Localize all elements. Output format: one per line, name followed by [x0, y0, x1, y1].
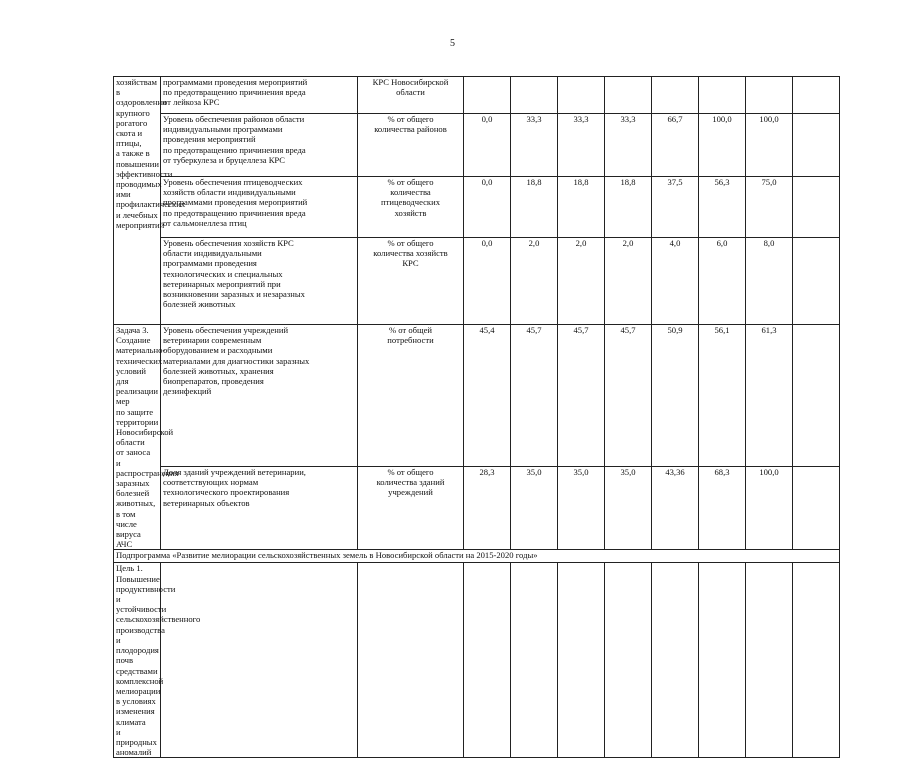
value-cell [605, 77, 652, 114]
empty-cell [358, 563, 464, 758]
empty-cell [793, 325, 840, 467]
value-cell: 0,0 [464, 114, 511, 177]
subprogram-title: Подпрограмма «Развитие мелиорации сельскохозяйственных земель в Новосибирской области на 2015-2020 годы» [114, 550, 840, 563]
value-cell: 45,7 [511, 325, 558, 467]
empty-cell [793, 177, 840, 238]
empty-cell [746, 563, 793, 758]
indicator-cell: Доля зданий учреждений ветеринарии, соответствующих нормам технологического проектирования ветеринарных объектов [161, 466, 358, 550]
value-cell: 100,0 [746, 466, 793, 550]
value-cell: 100,0 [746, 114, 793, 177]
value-cell: 0,0 [464, 177, 511, 238]
empty-cell [652, 563, 699, 758]
value-cell: 28,3 [464, 466, 511, 550]
value-cell: 68,3 [699, 466, 746, 550]
table-row [114, 77, 840, 114]
empty-cell [793, 77, 840, 114]
unit-cell: % от общей потребности [358, 325, 464, 467]
value-cell: 2,0 [605, 238, 652, 325]
value-cell: 75,0 [746, 177, 793, 238]
value-cell: 45,7 [605, 325, 652, 467]
indicator-cell: программами проведения мероприятий по предотвращению причинения вреда от лейкоза КРС [161, 77, 358, 114]
indicators-table [113, 76, 840, 758]
unit-cell: % от общего количества зданий учреждений [358, 466, 464, 550]
value-cell: 61,3 [746, 325, 793, 467]
value-cell: 100,0 [699, 114, 746, 177]
page-number: 5 [450, 38, 455, 49]
table-row [114, 563, 840, 758]
empty-cell [464, 563, 511, 758]
value-cell [746, 77, 793, 114]
value-cell: 50,9 [652, 325, 699, 467]
indicator-cell: Уровень обеспечения районов области индивидуальными программами проведения мероприятий по предотвращению причинения вреда от туберкулеза и бруцеллеза КРС [161, 114, 358, 177]
value-cell [464, 77, 511, 114]
value-cell: 56,1 [699, 325, 746, 467]
value-cell: 37,5 [652, 177, 699, 238]
value-cell: 18,8 [511, 177, 558, 238]
value-cell: 35,0 [511, 466, 558, 550]
subprogram-row [114, 550, 840, 563]
value-cell: 2,0 [511, 238, 558, 325]
goal-cell-task-3: Задача 3. Создание материально- технических условий для реализации мер по защите территории Новосибирской области от заноса и распространения заразных болезней животных, в том числе вируса АЧС [114, 325, 161, 550]
value-cell: 2,0 [558, 238, 605, 325]
value-cell [511, 77, 558, 114]
value-cell: 0,0 [464, 238, 511, 325]
empty-cell [161, 563, 358, 758]
goal-cell-task-continuation: хозяйствам в оздоровлении крупного рогатого скота и птицы, а также в повышении эффективности проводимых ими профилактических и лечебных мероприятий [114, 77, 161, 325]
value-cell: 33,3 [605, 114, 652, 177]
empty-cell [605, 563, 652, 758]
value-cell [558, 77, 605, 114]
value-cell: 45,7 [558, 325, 605, 467]
value-cell: 8,0 [746, 238, 793, 325]
indicator-cell: Уровень обеспечения учреждений ветеринарии современным оборудованием и расходными материалами для диагностики заразных болезней животных, хранения биопрепаратов, проведения дезинфекций [161, 325, 358, 467]
unit-cell: КРС Новосибирской области [358, 77, 464, 114]
table-row [114, 238, 840, 325]
empty-cell [793, 563, 840, 758]
value-cell: 33,3 [558, 114, 605, 177]
value-cell [652, 77, 699, 114]
table-row [114, 114, 840, 177]
value-cell: 4,0 [652, 238, 699, 325]
indicator-cell: Уровень обеспечения хозяйств КРС области индивидуальными программами проведения технологических и специальных ветеринарных мероприятий при возникновении заразных и незаразных болезней животных [161, 238, 358, 325]
unit-cell: % от общего количества птицеводческих хозяйств [358, 177, 464, 238]
empty-cell [793, 114, 840, 177]
value-cell [699, 77, 746, 114]
value-cell: 18,8 [605, 177, 652, 238]
value-cell: 35,0 [558, 466, 605, 550]
unit-cell: % от общего количества хозяйств КРС [358, 238, 464, 325]
value-cell: 33,3 [511, 114, 558, 177]
indicator-cell: Уровень обеспечения птицеводческих хозяйств области индивидуальными программами проведения мероприятий по предотвращению причинения вреда от сальмонеллеза птиц [161, 177, 358, 238]
value-cell: 66,7 [652, 114, 699, 177]
value-cell: 6,0 [699, 238, 746, 325]
empty-cell [511, 563, 558, 758]
empty-cell [558, 563, 605, 758]
value-cell: 56,3 [699, 177, 746, 238]
table-row [114, 466, 840, 550]
table-row [114, 325, 840, 467]
value-cell: 43,36 [652, 466, 699, 550]
empty-cell [699, 563, 746, 758]
goal-cell-goal-1: Цель 1. Повышение продуктивности и устойчивости сельскохозяйственного производства и плодородия почв средствами комплексной мелиорации в условиях изменения климата и природных аномалий [114, 563, 161, 758]
value-cell: 18,8 [558, 177, 605, 238]
empty-cell [793, 466, 840, 550]
value-cell: 35,0 [605, 466, 652, 550]
value-cell: 45,4 [464, 325, 511, 467]
empty-cell [793, 238, 840, 325]
unit-cell: % от общего количества районов [358, 114, 464, 177]
table-row [114, 177, 840, 238]
